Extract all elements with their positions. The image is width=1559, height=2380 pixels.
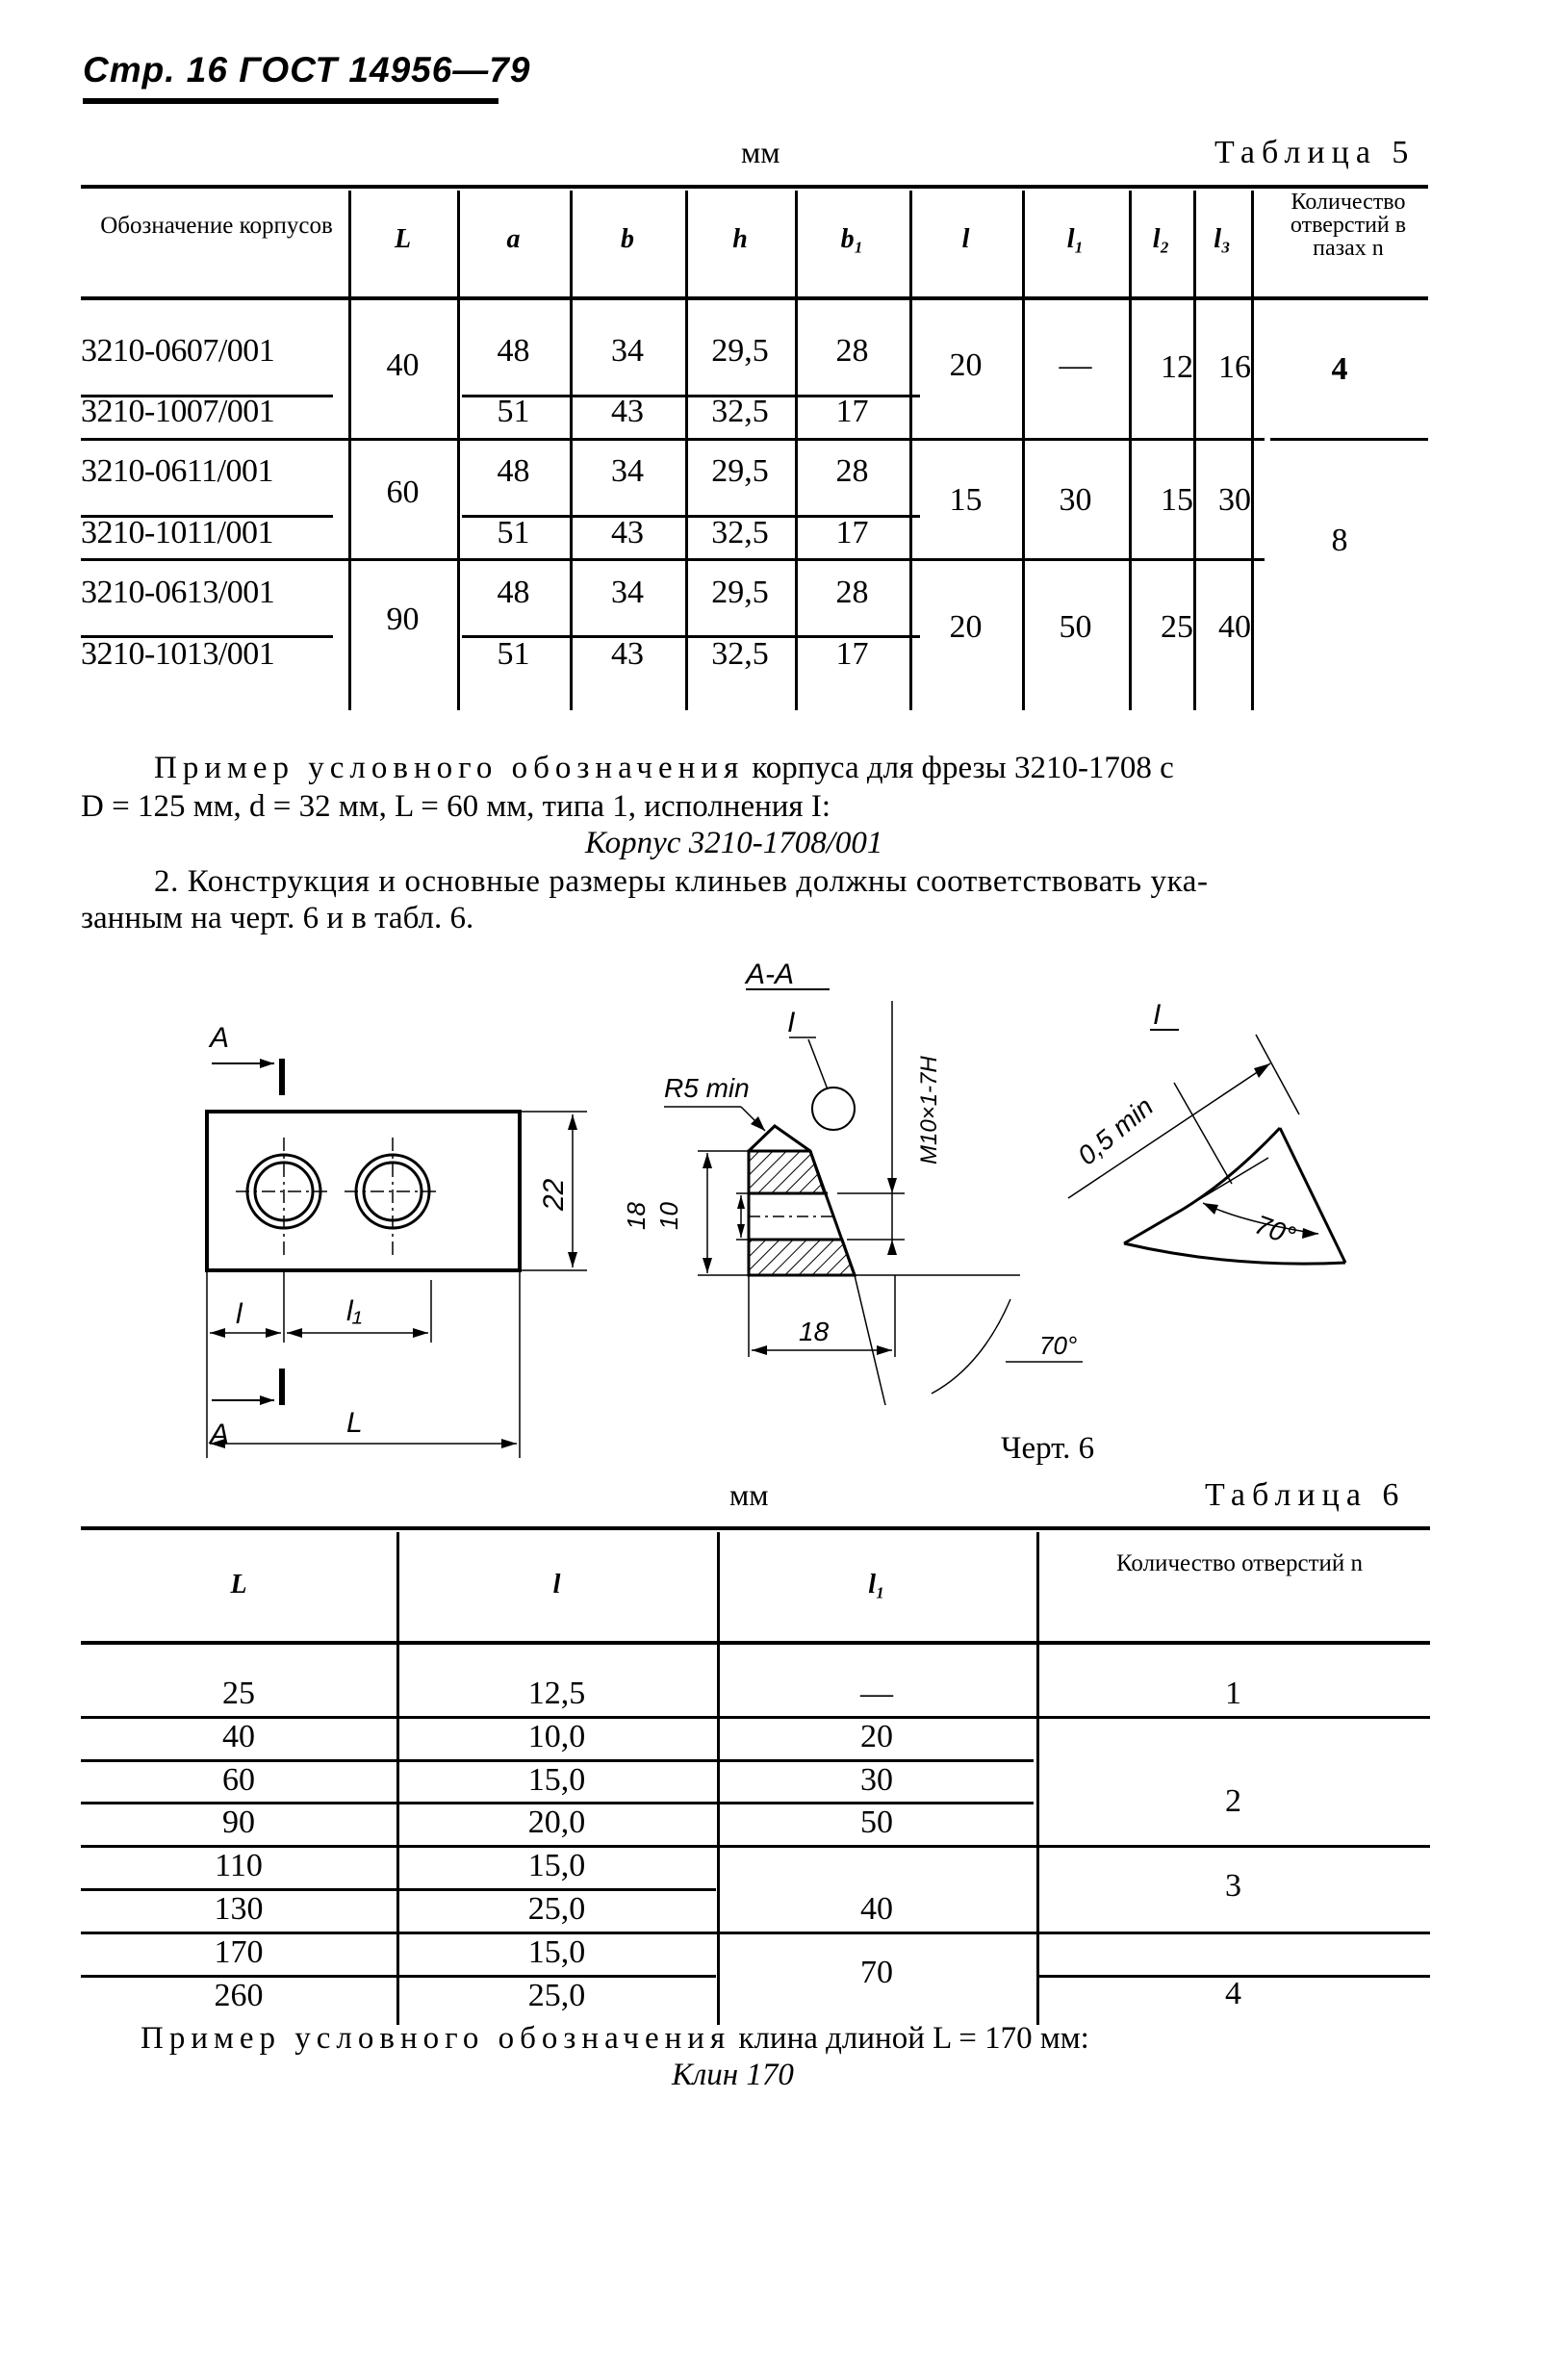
detail-angle: 70° <box>1250 1209 1300 1252</box>
t6-l: 25,0 <box>527 1978 586 2013</box>
t5-code: 3210-1013/001 <box>81 636 275 672</box>
t5-b: 34 <box>611 333 644 369</box>
example1-lead: Пример условного обозначения <box>154 751 745 785</box>
t5-h: 29,5 <box>711 333 769 369</box>
t5-b1: 17 <box>835 515 869 550</box>
t6-l1: — <box>860 1676 893 1711</box>
wedge-drawing <box>183 924 1434 1482</box>
dim-18v: 18 <box>622 1202 651 1230</box>
table5-top-rule <box>81 185 1428 189</box>
t5-a: 48 <box>497 333 530 369</box>
clause2-line2: занным на черт. 6 и в табл. 6. <box>81 901 474 935</box>
section-view <box>664 989 1083 1405</box>
t6-l: 20,0 <box>527 1804 586 1840</box>
t5-h: 32,5 <box>711 636 769 672</box>
plan-arrows <box>210 1059 577 1448</box>
cut-label: А <box>210 1022 230 1054</box>
t5-h: 32,5 <box>711 515 769 550</box>
t5-b1: 17 <box>835 636 869 672</box>
t5-h: 29,5 <box>711 575 769 610</box>
t6-L: 260 <box>214 1978 264 2013</box>
example1-line1 <box>154 749 1174 787</box>
table6-caption: Таблица 6 <box>1205 1477 1406 1513</box>
radius-label: R5 min <box>664 1073 750 1103</box>
t5-h: 29,5 <box>711 453 769 489</box>
table5-header-rule <box>81 296 1428 300</box>
t6-count: 2 <box>1225 1783 1241 1819</box>
t5-b: 34 <box>611 453 644 489</box>
t5-l2: 12 <box>1161 349 1193 385</box>
t5-a: 51 <box>497 515 530 550</box>
section-label: А-А <box>746 959 795 990</box>
t5-l1: — <box>1059 347 1092 383</box>
dim-10: 10 <box>654 1202 683 1230</box>
t5-code: 3210-0607/001 <box>81 333 275 369</box>
t5-a: 48 <box>497 453 530 489</box>
t5-l: 20 <box>949 609 983 645</box>
table6-header-rule <box>81 1641 1430 1645</box>
t6-L: 170 <box>214 1934 264 1970</box>
t5-a: 51 <box>497 394 530 429</box>
dim-l1: l₁ <box>346 1295 363 1327</box>
cut-label: А <box>210 1419 230 1450</box>
t5-vline <box>795 191 798 710</box>
t5-b: 43 <box>611 636 644 672</box>
t6-L: 90 <box>222 1804 255 1840</box>
angle-label: 70° <box>1039 1331 1078 1360</box>
example1-line2: D = 125 мм, d = 32 мм, L = 60 мм, типа 1, исполнения I: <box>81 789 831 824</box>
t6-h-l: l <box>552 1570 561 1599</box>
detail-labels <box>1072 999 1299 1251</box>
t5-h-b1: b₁ <box>840 224 864 254</box>
t6-l1: 40 <box>860 1891 893 1927</box>
t5-b1: 28 <box>835 453 869 489</box>
t5-b1: 28 <box>835 575 869 610</box>
t6-l: 15,0 <box>527 1762 586 1798</box>
page-header: Стр. 16 ГОСТ 14956—79 <box>83 50 531 90</box>
example2-designation: Клин 170 <box>672 2058 794 2092</box>
t5-b1: 28 <box>835 333 869 369</box>
t6-count: 4 <box>1225 1976 1241 2011</box>
t5-h-b: b <box>621 224 634 254</box>
t5-l: 15 <box>949 482 983 518</box>
t6-vline <box>1036 1532 1039 2025</box>
t5-l: 20 <box>949 347 983 383</box>
t6-l1: 50 <box>860 1804 893 1840</box>
t5-L: 60 <box>386 474 420 510</box>
t5-l2: 25 <box>1161 609 1193 645</box>
t5-l3: 40 <box>1218 609 1251 645</box>
t5-div <box>81 438 1265 441</box>
section-labels <box>622 959 1077 1360</box>
t5-vline <box>1251 191 1254 710</box>
table6-unit: мм <box>729 1477 769 1512</box>
t6-L: 40 <box>222 1719 255 1754</box>
t5-h-designation: Обозначение корпусов <box>100 213 333 239</box>
t5-count: 8 <box>1331 523 1348 558</box>
t6-l: 15,0 <box>527 1934 586 1970</box>
t5-code: 3210-0613/001 <box>81 575 275 610</box>
t6-l1: 20 <box>860 1719 893 1754</box>
t5-div <box>1270 438 1428 441</box>
detail-label: I <box>787 1007 796 1038</box>
t6-h-l1: l₁ <box>868 1570 885 1599</box>
t6-l: 10,0 <box>527 1719 586 1754</box>
t5-l1: 30 <box>1059 482 1092 518</box>
t5-b: 43 <box>611 394 644 429</box>
t5-code: 3210-1007/001 <box>81 394 275 429</box>
t5-h-l1: l₁ <box>1066 224 1085 254</box>
t5-h-a: a <box>506 224 521 254</box>
example2-tail: клина длиной L = 170 мм: <box>730 2021 1089 2056</box>
chamfer-label: 0,5 min <box>1071 1090 1160 1171</box>
t5-vline <box>457 191 460 710</box>
t5-h-l: l <box>961 224 970 254</box>
dim-22: 22 <box>538 1178 570 1211</box>
dim-L: L <box>346 1407 363 1439</box>
t6-count: 1 <box>1225 1676 1241 1711</box>
t6-l1: 70 <box>860 1955 893 1990</box>
t5-l1: 50 <box>1059 609 1092 645</box>
figure-caption: Черт. 6 <box>1001 1431 1095 1466</box>
example1-designation: Корпус 3210-1708/001 <box>585 826 883 860</box>
clause2-line1: 2. Конструкция и основные размеры клиньев должны соответствовать ука- <box>154 864 1209 899</box>
t5-div <box>81 558 1265 561</box>
t6-h-count: Количество отверстий n <box>1115 1550 1364 1576</box>
t5-code: 3210-1011/001 <box>81 515 274 550</box>
t5-vline <box>570 191 573 710</box>
t5-b: 34 <box>611 575 644 610</box>
t5-L: 90 <box>386 601 420 637</box>
thread-label: M10×1-7H <box>916 1056 942 1164</box>
example2-line1 <box>141 2019 1089 2058</box>
t6-count: 3 <box>1225 1868 1241 1904</box>
table5-caption: Таблица 5 <box>1214 135 1416 170</box>
t6-L: 60 <box>222 1762 255 1798</box>
plan-labels <box>208 1022 570 1450</box>
example1-tail: корпуса для фрезы 3210-1708 с <box>744 751 1174 785</box>
t6-L: 25 <box>222 1676 255 1711</box>
t6-L: 130 <box>214 1891 264 1927</box>
t5-code: 3210-0611/001 <box>81 453 274 489</box>
t5-h-l2: l₂ <box>1152 224 1170 254</box>
table5-unit: мм <box>741 135 780 169</box>
t6-l: 15,0 <box>527 1848 586 1883</box>
t5-div <box>356 438 456 441</box>
t6-h-L: L <box>230 1570 247 1599</box>
t5-l3: 30 <box>1218 482 1251 518</box>
t5-h-l3: l₃ <box>1214 224 1231 254</box>
example2-lead: Пример условного обозначения <box>141 2021 731 2056</box>
dim-18h: 18 <box>799 1317 830 1346</box>
t6-l: 25,0 <box>527 1891 586 1927</box>
table6-top-rule <box>81 1526 1430 1530</box>
t6-l1: 30 <box>860 1762 893 1798</box>
t5-h-h: h <box>732 224 748 254</box>
header-rule <box>83 98 498 104</box>
t5-count: 4 <box>1331 351 1348 387</box>
t5-h-count: Количество отверстий в пазах n <box>1290 190 1407 261</box>
t6-l: 12,5 <box>527 1676 586 1711</box>
t5-L: 40 <box>386 347 420 383</box>
t5-l3: 16 <box>1218 349 1251 385</box>
dim-l: l <box>236 1298 243 1330</box>
t5-h: 32,5 <box>711 394 769 429</box>
detail-label: I <box>1153 999 1162 1031</box>
t6-L: 110 <box>215 1848 263 1883</box>
t5-h-L: L <box>394 224 412 254</box>
t5-b1: 17 <box>835 394 869 429</box>
t5-vline <box>685 191 688 710</box>
t5-b: 43 <box>611 515 644 550</box>
t5-l2: 15 <box>1161 482 1193 518</box>
t5-a: 51 <box>497 636 530 672</box>
t5-a: 48 <box>497 575 530 610</box>
